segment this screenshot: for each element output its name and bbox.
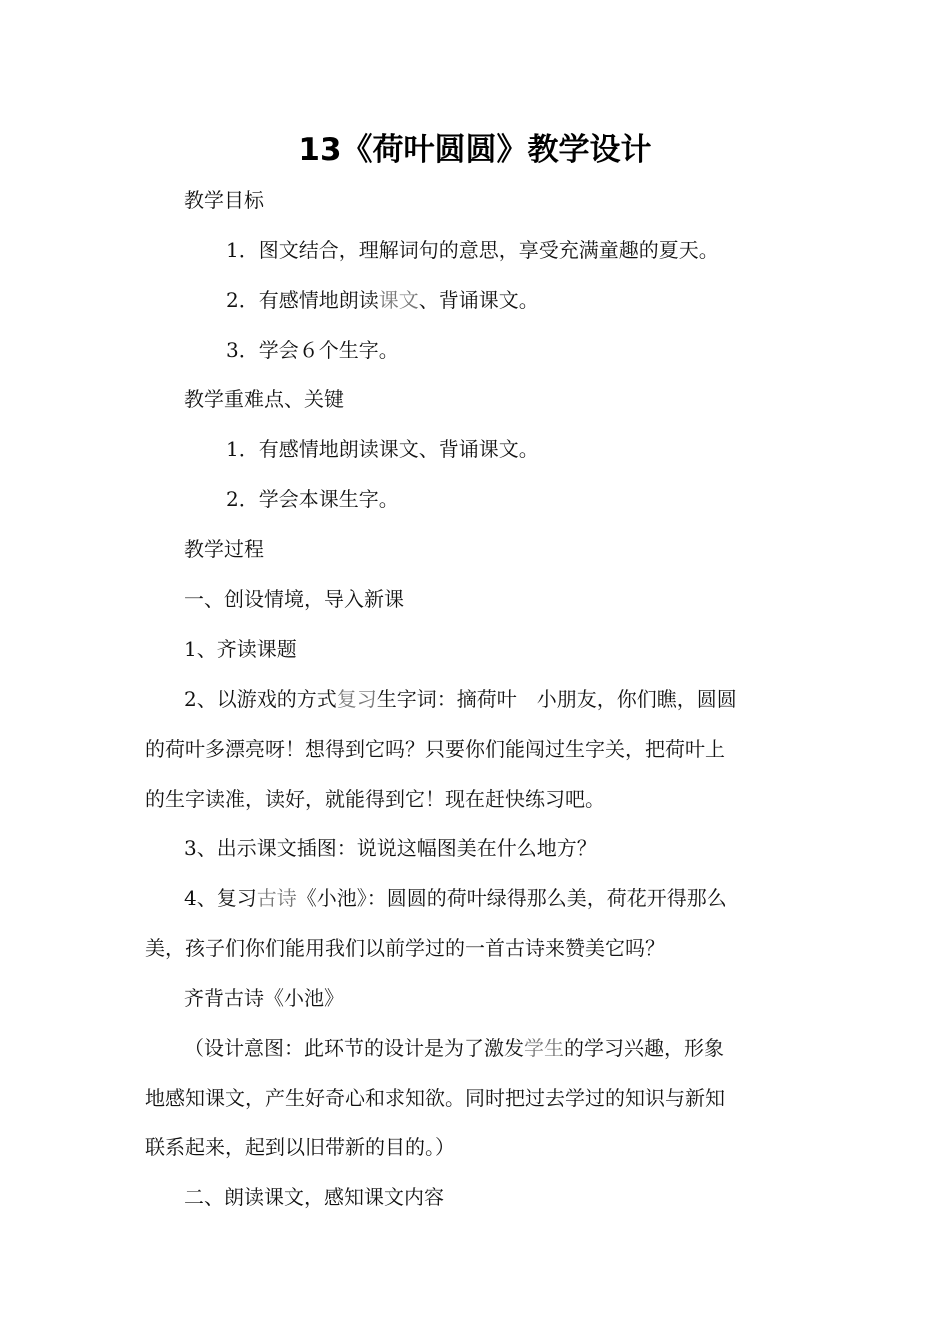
step-3: 3、出示课文插图：说说这幅图美在什么地方？ bbox=[184, 836, 597, 860]
design-intent-text-a: （设计意图：此环节的设计是为了激发 bbox=[184, 1036, 524, 1060]
goal-item-2-text-a: 2．有感情地朗读 bbox=[226, 288, 379, 312]
goal-item-2-text-b: 、背诵课文。 bbox=[418, 288, 539, 312]
design-intent-line-2: 地感知课文，产生好奇心和求知欲。同时把过去学过的知识与新知 bbox=[145, 1086, 725, 1110]
step-2-text-b: 生字词：摘荷叶 小朋友，你们瞧，圆圆 bbox=[376, 687, 737, 711]
step-2-text-a: 2、以游戏的方式 bbox=[184, 687, 337, 711]
step-4-text-a: 4、复习 bbox=[184, 886, 257, 910]
key-item-1: 1．有感情地朗读课文、背诵课文。 bbox=[226, 437, 539, 461]
part2-heading: 二、朗读课文，感知课文内容 bbox=[184, 1185, 444, 1209]
design-intent-text-b: 的学习兴趣，形象 bbox=[564, 1036, 724, 1060]
goals-heading: 教学目标 bbox=[184, 188, 264, 212]
key-item-2: 2．学会本课生字。 bbox=[226, 487, 399, 511]
step-4-line-1 bbox=[184, 884, 844, 912]
step-2-line-3: 的生字读准，读好，就能得到它！现在赶快练习吧。 bbox=[145, 787, 605, 811]
step-4-line-2: 美，孩子们你们能用我们以前学过的一首古诗来赞美它吗？ bbox=[145, 936, 665, 960]
step-1: 1、齐读课题 bbox=[184, 637, 297, 661]
process-heading: 教学过程 bbox=[184, 537, 264, 561]
keyword-link-gushi[interactable]: 古诗 bbox=[256, 886, 297, 910]
keyword-link-fuxi[interactable]: 复习 bbox=[336, 687, 377, 711]
step-2-line-2: 的荷叶多漂亮呀！想得到它吗？只要你们能闯过生字关，把荷叶上 bbox=[145, 737, 725, 761]
design-intent-line-3: 联系起来，起到以旧带新的目的。） bbox=[145, 1135, 455, 1159]
step-4-text-b: 《小池》：圆圆的荷叶绿得那么美，荷花开得那么 bbox=[296, 886, 727, 910]
goal-item-3: 3．学会６个生字。 bbox=[226, 338, 399, 362]
step-2-line-1 bbox=[184, 685, 844, 713]
keys-heading: 教学重难点、关键 bbox=[184, 387, 344, 411]
goal-item-1: 1．图文结合，理解词句的意思，享受充满童趣的夏天。 bbox=[226, 238, 719, 262]
document-title: 13《荷叶圆圆》教学设计 bbox=[298, 132, 652, 168]
design-intent-line-1 bbox=[184, 1034, 844, 1062]
keyword-link-kewen[interactable]: 课文 bbox=[378, 288, 419, 312]
recite-poem: 齐背古诗《小池》 bbox=[184, 986, 344, 1010]
keyword-link-xuesheng[interactable]: 学生 bbox=[524, 1036, 564, 1060]
part1-heading: 一、创设情境，导入新课 bbox=[184, 587, 404, 611]
goal-item-2 bbox=[226, 286, 886, 314]
